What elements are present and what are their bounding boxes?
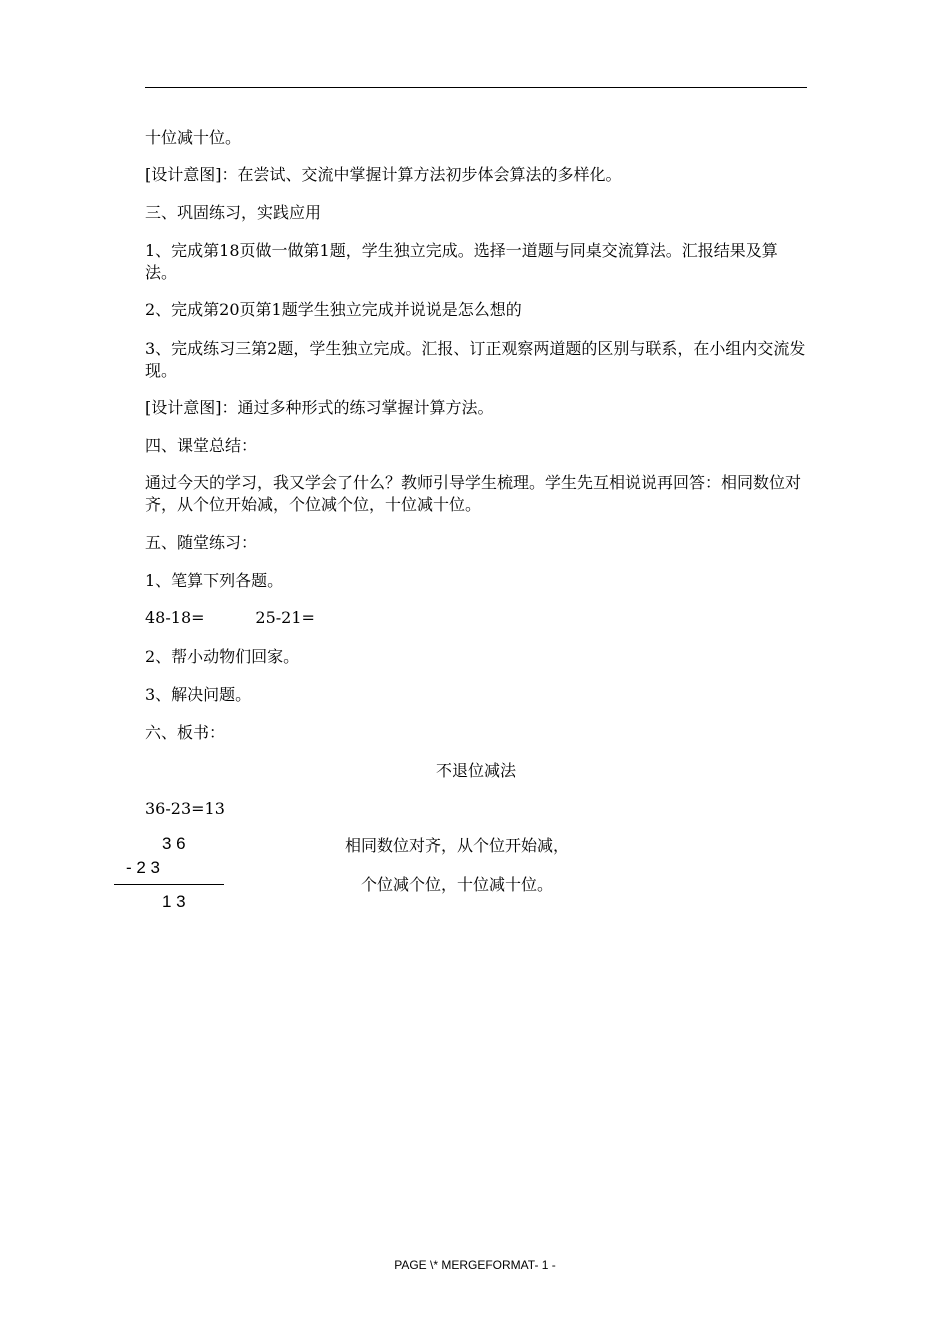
paragraph: 2、完成第20页第1题学生独立完成并说说是怎么想的 [145, 300, 522, 319]
paragraph: 2、帮小动物们回家。 [145, 647, 300, 666]
design-intent-2: [设计意图]：通过多种形式的练习掌握计算方法。 [145, 398, 494, 417]
page-footer: PAGE \* MERGEFORMAT- 1 - [394, 1258, 556, 1272]
paragraph: 十位减十位。 [145, 128, 242, 147]
paragraph: 3、完成练习三第2题，学生独立完成。汇报、订正观察两道题的区别与联系，在小组内交流发现。 [145, 339, 806, 380]
vertical-calc-result: 1 3 [162, 892, 186, 911]
vertical-calc-top: 3 6 [162, 834, 186, 853]
vertical-calc-bottom: - 2 3 [126, 858, 161, 877]
board-equation: 36-23=13 [145, 799, 225, 818]
paragraph: 3、解决问题。 [145, 685, 252, 704]
board-title: 不退位减法 [435, 761, 516, 780]
paragraph: 1、完成第18页做一做第1题，学生独立完成。选择一道题与同桌交流算法。汇报结果及算法。 [145, 241, 778, 282]
header-rule [145, 87, 807, 88]
board-note-1: 相同数位对齐，从个位开始减， [345, 836, 570, 855]
paragraph: 1、笔算下列各题。 [145, 571, 284, 590]
section-5-heading: 五、随堂练习： [145, 533, 258, 552]
section-6-heading: 六、板书： [145, 723, 226, 742]
practice-problems: 48-18= 25-21= [145, 608, 315, 627]
section-3-heading: 三、巩固练习，实践应用 [145, 203, 322, 222]
section-4-heading: 四、课堂总结： [145, 436, 258, 455]
paragraph: 通过今天的学习，我又学会了什么？教师引导学生梳理。学生先互相说说再回答：相同数位对齐，从个位开始减，个位减个位，十位减十位。 [145, 473, 802, 514]
board-note-2: 个位减个位，十位减十位。 [361, 875, 554, 894]
design-intent-1: [设计意图]：在尝试、交流中掌握计算方法初步体会算法的多样化。 [145, 165, 622, 184]
vertical-calc-line [114, 884, 224, 885]
